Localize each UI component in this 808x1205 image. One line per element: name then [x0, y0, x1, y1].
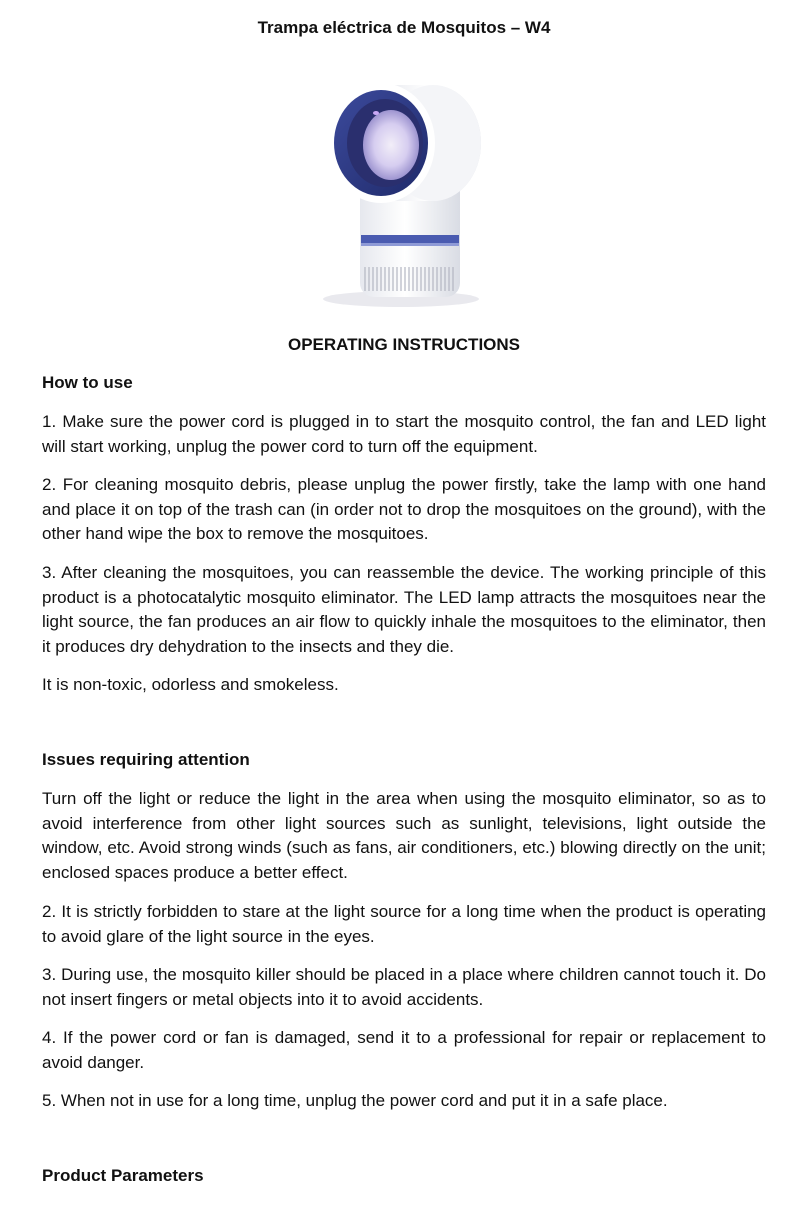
- how-to-use-step-1: 1. Make sure the power cord is plugged in to start the mosquito control, the fan and LED light will start working, unplug the power cord to turn off the equipment.: [42, 412, 766, 456]
- how-to-use-heading: How to use: [42, 373, 133, 392]
- how-to-use-step-2: 2. For cleaning mosquito debris, please unplug the power firstly, take the lamp with one hand and place it on top of the trash can (in order not to drop the mosquitoes on the ground), with the other hand wipe the box to remove the mosquitoes.: [42, 475, 766, 543]
- issue-item-3: 3. During use, the mosquito killer should be placed in a place where children cannot touch it. Do not insert fingers or metal objects into it to avoid accidents.: [42, 965, 766, 1009]
- issue-item-1: Turn off the light or reduce the light in the area when using the mosquito eliminator, so as to avoid interference from other light sources such as sunlight, televisions, light outside the window, etc. Avoid strong winds (such as fans, air conditioners, etc.) blowing directly on the unit; enclosed spaces produce a better effect.: [42, 789, 766, 882]
- mosquito-trap-image: [273, 55, 535, 323]
- how-to-use-step-3: 3. After cleaning the mosquitoes, you can reassemble the device. The working principle of this product is a photocatalytic mosquito eliminator. The LED lamp attracts the mosquitoes near the light source, the fan produces an air flow to quickly inhale the mosquitoes to the eliminator, then it produces dry dehydration to the insects and they die.: [42, 563, 766, 656]
- issue-item-4: 4. If the power cord or fan is damaged, send it to a professional for repair or replacement to avoid danger.: [42, 1028, 766, 1072]
- section-title: OPERATING INSTRUCTIONS: [287, 335, 521, 354]
- document-title: Trampa eléctrica de Mosquitos – W4: [257, 18, 551, 37]
- issues-heading: Issues requiring attention: [42, 750, 250, 769]
- how-to-use-note: It is non-toxic, odorless and smokeless.: [42, 675, 339, 694]
- issue-item-2: 2. It is strictly forbidden to stare at the light source for a long time when the product is operating to avoid glare of the light source in the eyes.: [42, 902, 766, 946]
- product-parameters-heading: Product Parameters: [42, 1166, 204, 1185]
- issue-item-5: 5. When not in use for a long time, unplug the power cord and put it in a safe place.: [42, 1091, 668, 1110]
